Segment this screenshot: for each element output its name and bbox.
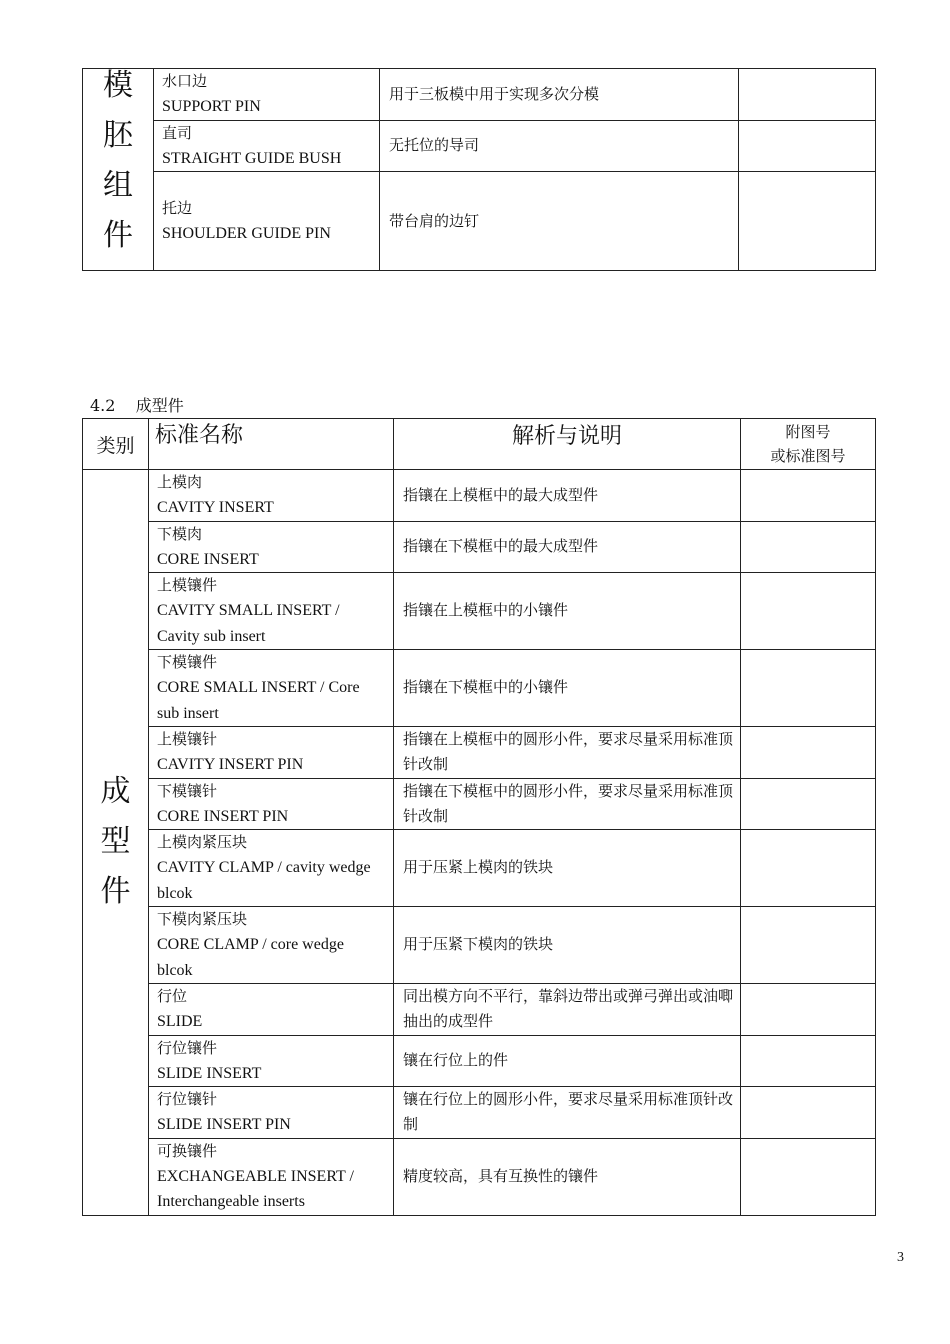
name-en: Cavity sub insert — [157, 627, 266, 645]
name-en: sub insert — [157, 704, 219, 722]
name-en: EXCHANGEABLE INSERT / — [157, 1168, 354, 1186]
name-en: blcok — [157, 884, 193, 902]
name-cn: 行位镶针 — [157, 1090, 218, 1109]
figure-number-cell — [739, 172, 876, 271]
category-char: 件 — [100, 874, 131, 910]
standard-name-cell — [149, 521, 394, 573]
name-en: SUPPORT PIN — [162, 98, 261, 116]
standard-name-cell — [149, 470, 394, 522]
description-cell: 无托位的导司 — [380, 120, 739, 172]
figure-number-cell — [741, 573, 876, 650]
standard-name-cell — [149, 1138, 394, 1215]
description-cell: 指镶在上模框中的最大成型件 — [394, 470, 741, 522]
category-char: 成 — [100, 774, 131, 810]
figure-number-cell — [741, 983, 876, 1035]
figure-number-cell — [741, 907, 876, 984]
name-en: CAVITY CLAMP / cavity wedge — [157, 859, 371, 877]
description-cell: 同出模方向不平行，靠斜边带出或弹弓弹出或油唧抽出的成型件 — [394, 983, 741, 1035]
name-cn: 上模肉 — [157, 473, 203, 491]
name-en: SHOULDER GUIDE PIN — [162, 225, 331, 243]
figure-number-cell — [741, 1138, 876, 1215]
figure-number-cell — [741, 521, 876, 573]
table-row — [83, 1035, 876, 1087]
table-row — [83, 1138, 876, 1215]
name-cn: 上模肉紧压块 — [157, 833, 248, 852]
table-row — [83, 650, 876, 727]
description-cell: 镶在行位上的圆形小件，要求尽量采用标准顶针改制 — [394, 1087, 741, 1139]
section-title: 成型件 — [135, 396, 184, 415]
description-cell: 用于三板模中用于实现多次分模 — [380, 69, 739, 121]
table-row — [83, 726, 876, 778]
category-char: 模 — [103, 68, 133, 103]
category-cell — [83, 69, 154, 271]
header-figure-line2: 或标准图号 — [770, 447, 846, 465]
mold-base-components-table — [82, 68, 876, 271]
name-cn: 下模镶针 — [157, 781, 218, 800]
standard-name-cell — [149, 1087, 394, 1139]
figure-number-cell — [739, 120, 876, 172]
description-cell: 指镶在上模框中的小镶件 — [394, 573, 741, 650]
name-en: CORE INSERT PIN — [157, 807, 289, 825]
category-char: 型 — [100, 824, 131, 860]
name-cn: 水口边 — [162, 72, 208, 90]
section-number: 4.2 — [90, 396, 116, 415]
description-cell: 指镶在上模框中的圆形小件，要求尽量采用标准顶针改制 — [394, 726, 741, 778]
standard-name-cell — [154, 69, 380, 121]
figure-number-cell — [741, 1087, 876, 1139]
category-cell — [83, 470, 149, 1216]
name-en: SLIDE INSERT PIN — [157, 1116, 291, 1134]
description-cell: 精度较高，具有互换性的镶件 — [394, 1138, 741, 1215]
table-row — [83, 470, 876, 522]
table-row — [83, 120, 876, 172]
name-en: CORE CLAMP / core wedge — [157, 936, 344, 954]
standard-name-cell — [149, 907, 394, 984]
page-number: 3 — [897, 1250, 904, 1265]
description-cell: 用于压紧下模肉的铁块 — [394, 907, 741, 984]
name-cn: 下模肉紧压块 — [157, 910, 248, 929]
figure-number-cell — [741, 650, 876, 727]
table-row — [83, 1087, 876, 1139]
table-row — [83, 573, 876, 650]
table-row — [83, 830, 876, 907]
header-standard-name: 标准名称 — [149, 419, 394, 470]
standard-name-cell — [154, 120, 380, 172]
name-en: CAVITY SMALL INSERT / — [157, 602, 340, 620]
name-cn: 可换镶件 — [157, 1141, 218, 1160]
standard-name-cell — [149, 830, 394, 907]
description-cell: 指镶在下模框中的圆形小件，要求尽量采用标准顶针改制 — [394, 778, 741, 830]
name-en: blcok — [157, 961, 193, 979]
name-cn: 下模肉 — [157, 524, 203, 543]
table-header-row — [83, 419, 876, 470]
name-cn: 托边 — [162, 198, 193, 217]
standard-name-cell — [154, 172, 380, 271]
name-cn: 下模镶件 — [157, 653, 218, 672]
header-description: 解析与说明 — [394, 419, 741, 470]
figure-number-cell — [741, 470, 876, 522]
name-cn: 行位 — [157, 986, 188, 1005]
name-en: SLIDE INSERT — [157, 1064, 262, 1082]
name-en: STRAIGHT GUIDE BUSH — [162, 149, 342, 167]
table-row — [83, 778, 876, 830]
category-char: 胚 — [103, 118, 133, 153]
figure-number-cell — [739, 69, 876, 121]
description-cell: 带台肩的边钉 — [380, 172, 739, 271]
standard-name-cell — [149, 1035, 394, 1087]
table-row — [83, 69, 876, 121]
section-heading — [90, 393, 184, 416]
name-en: Interchangeable inserts — [157, 1193, 305, 1211]
figure-number-cell — [741, 726, 876, 778]
figure-number-cell — [741, 778, 876, 830]
figure-number-cell — [741, 1035, 876, 1087]
name-en: SLIDE — [157, 1013, 203, 1031]
name-en: CAVITY INSERT — [157, 499, 274, 517]
standard-name-cell — [149, 726, 394, 778]
molding-parts-table — [82, 418, 876, 1216]
category-char: 件 — [103, 218, 133, 253]
name-cn: 行位镶件 — [157, 1038, 218, 1057]
name-en: CORE INSERT — [157, 550, 259, 568]
standard-name-cell — [149, 650, 394, 727]
description-cell: 用于压紧上模肉的铁块 — [394, 830, 741, 907]
standard-name-cell — [149, 573, 394, 650]
table-row — [83, 983, 876, 1035]
description-cell: 指镶在下模框中的小镶件 — [394, 650, 741, 727]
table-row — [83, 907, 876, 984]
name-en: CORE SMALL INSERT / Core — [157, 679, 360, 697]
standard-name-cell — [149, 983, 394, 1035]
name-cn: 上模镶针 — [157, 729, 218, 748]
header-figure-line1: 附图号 — [785, 423, 831, 441]
description-cell: 镶在行位上的件 — [394, 1035, 741, 1087]
header-category: 类别 — [83, 419, 149, 470]
table-row — [83, 521, 876, 573]
category-char: 组 — [103, 168, 133, 203]
figure-number-cell — [741, 830, 876, 907]
table-row — [83, 172, 876, 271]
standard-name-cell — [149, 778, 394, 830]
name-en: CAVITY INSERT PIN — [157, 756, 304, 774]
description-cell: 指镶在下模框中的最大成型件 — [394, 521, 741, 573]
table-body — [83, 470, 876, 1216]
header-figure-number — [741, 419, 876, 470]
name-cn: 上模镶件 — [157, 576, 218, 595]
name-cn: 直司 — [162, 123, 193, 142]
